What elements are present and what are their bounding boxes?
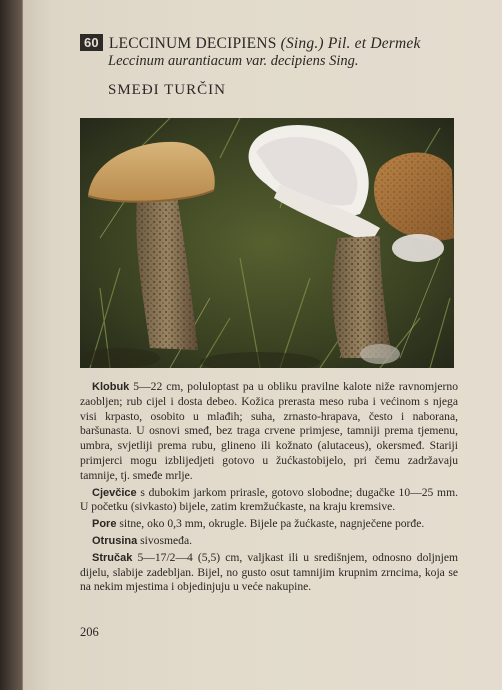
label-cjevcice: Cjevčice <box>92 486 137 499</box>
paragraph-strucak <box>80 551 458 595</box>
label-strucak: Stručak <box>92 551 133 564</box>
paragraph-klobuk <box>80 380 458 484</box>
text-klobuk: 5—22 cm, poluloptast pa u obliku pravilne kalote niže ravnomjerno zaobljen; rub cijel i dosta debeo. Kožica prerasta meso ruba i većinom s njega visi krpasto, osobito u mlađih; suha, zrnasto-hrapava, često i naborana, baršunasta. U osnovi smeđ, bez traga crvene primjese, tamniji prema tjemenu, umbra, svjetliji prema rubu, glineno ili kožnato (alutaceus), okersmeđ. Stariji primjerci mogu izblijedjeti gotovo u žućkastobijelo, pri čemu zadržavaju tamnije, tj. smeđe mrlje. <box>80 380 458 482</box>
text-strucak: 5—17/2—4 (5,5) cm, valjkast ili u središnjem, odnosno doljnjem dijelu, slabije zadebljan. Bijel, no gusto osut tamnijim krupnim zrncima, koja se na nekim mjestima i objedinjuju u veće nakupine. <box>80 550 458 594</box>
paragraph-pore <box>80 517 458 532</box>
label-klobuk: Klobuk <box>92 381 130 393</box>
paragraph-cjevcice <box>80 486 458 516</box>
paragraph-otrusina <box>80 534 458 549</box>
text-cjevcice: s dubokim jarkom prirasle, gotovo slobodne; dugačke 10—25 mm. U početku (sivkasto) bijele, zatim kremžućkaste, na kraju kremsive. <box>80 485 458 514</box>
page-number: 206 <box>80 625 99 639</box>
title-line <box>80 34 480 53</box>
common-name: SMEĐI TURČIN <box>108 82 226 98</box>
text-pore: sitne, oko 0,3 mm, okrugle. Bijele pa žućkaste, nagnječene porđe. <box>119 517 425 531</box>
mushroom-photo <box>80 118 454 368</box>
entry-header <box>80 34 480 70</box>
label-otrusina: Otrusina <box>92 534 138 547</box>
entry-number-badge: 60 <box>80 34 103 51</box>
description-text <box>80 380 458 597</box>
latin-name: LECCINUM DECIPIENS <box>108 35 277 52</box>
book-gutter <box>0 0 22 690</box>
synonym: Leccinum aurantiacum var. decipiens Sing. <box>108 53 359 69</box>
text-otrusina: sivosmeđa. <box>140 533 192 547</box>
authority: (Sing.) Pil. et Dermek <box>280 35 421 52</box>
label-pore: Pore <box>92 518 117 531</box>
